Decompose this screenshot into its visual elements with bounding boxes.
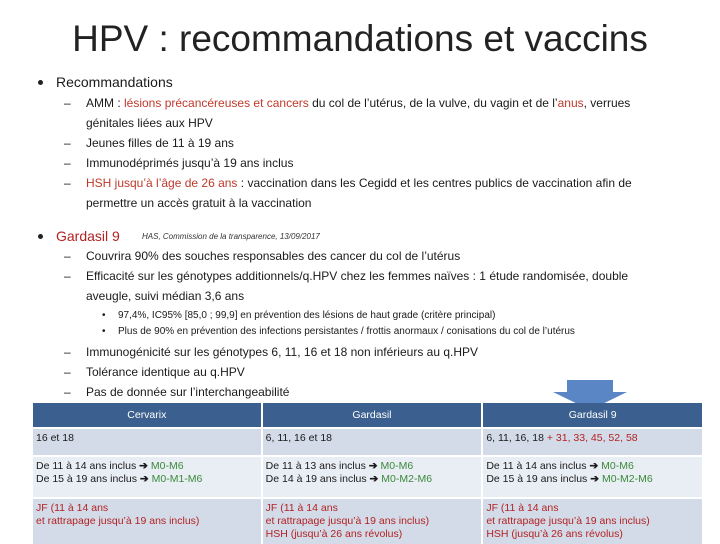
amm-prefix: AMM : — [86, 96, 124, 110]
page-title: HPV : recommandations et vaccins — [72, 18, 648, 59]
right-arrow-icon: ➔ — [139, 473, 149, 485]
table-row — [33, 498, 703, 544]
amm-mid: du col de l’utérus, de la vulve, du vagin et de l’ — [308, 96, 558, 110]
cell-population-gardasil9: JF (11 à 14 ans et rattrapage jusqu’à 19 ans inclus) HSH (jusqu’à 26 ans révolus) — [482, 498, 703, 544]
amm-red-text: lésions précancéreuses et cancers — [124, 96, 309, 110]
dash-marker: – — [64, 269, 71, 283]
table-row — [33, 456, 703, 498]
amm-suffix: , verrues — [583, 96, 631, 110]
recommendation-hsh — [86, 173, 686, 193]
dash-marker: – — [64, 176, 71, 190]
header-gardasil: Gardasil — [262, 403, 483, 428]
vaccine-table — [33, 403, 704, 544]
table-row — [33, 428, 703, 456]
header-cervarix: Cervarix — [33, 403, 262, 428]
cell-genotypes-cervarix: 16 et 18 — [33, 428, 262, 456]
dash-marker: – — [64, 345, 71, 359]
recommendation-amm-line2: génitales liées aux HPV — [86, 116, 213, 130]
right-arrow-icon: ➔ — [590, 473, 600, 485]
cell-schedule-gardasil9: De 11 à 14 ans inclus ➔ M0-M6 De 15 à 19 ans inclus ➔ M0-M2-M6 — [482, 456, 703, 498]
recommandations-heading: Recommandations — [56, 74, 173, 90]
has-reference: HAS, Commission de la transparence, 13/09/2017 — [142, 232, 320, 241]
gardasil-sub-2: Plus de 90% en prévention des infections persistantes / frottis anormaux / conisations du col de l’utérus — [118, 326, 575, 337]
dash-marker: – — [64, 385, 71, 399]
bullet-dot — [38, 234, 43, 239]
sub-bullet-marker: • — [102, 326, 106, 337]
bullet-dot — [38, 80, 43, 85]
right-arrow-icon: ➔ — [589, 460, 599, 472]
amm-anus: anus — [557, 96, 584, 110]
header-gardasil-9: Gardasil 9 — [482, 403, 703, 428]
dash-marker: – — [64, 156, 71, 170]
hsh-red-text: HSH jusqu’à l’âge de 26 ans — [86, 176, 238, 190]
cell-schedule-gardasil: De 11 à 13 ans inclus ➔ M0-M6 De 14 à 19 ans inclus ➔ M0-M2-M6 — [262, 456, 483, 498]
gardasil-heading: Gardasil 9 — [56, 228, 120, 244]
recommendation-jeunes-filles: Jeunes filles de 11 à 19 ans — [86, 136, 234, 150]
right-arrow-icon: ➔ — [139, 460, 148, 472]
dash-marker: – — [64, 249, 71, 263]
gardasil-tolerance: Tolérance identique au q.HPV — [86, 365, 245, 379]
cell-population-cervarix: JF (11 à 14 ans et rattrapage jusqu’à 19 ans inclus) — [33, 498, 262, 544]
table-header-row — [33, 403, 703, 428]
genotypes-added: + 31, 33, 45, 52, 58 — [543, 432, 638, 444]
sub-bullet-marker: • — [102, 310, 106, 321]
cell-population-gardasil: JF (11 à 14 ans et rattrapage jusqu’à 19 ans inclus) HSH (jusqu’à 26 ans révolus) — [262, 498, 483, 544]
recommendation-hsh-line2: permettre un accès gratuit à la vaccination — [86, 196, 312, 210]
genotypes-base: 6, 11, 16, 18 — [486, 432, 544, 444]
gardasil-souches: Couvrira 90% des souches responsables des cancer du col de l’utérus — [86, 249, 461, 263]
dash-marker: – — [64, 365, 71, 379]
dash-marker: – — [64, 136, 71, 150]
dash-marker: – — [64, 96, 71, 110]
right-arrow-icon: ➔ — [368, 460, 378, 472]
gardasil-efficacite: Efficacité sur les génotypes additionnels/q.HPV chez les femmes naïves : 1 étude randomisée, double — [86, 269, 629, 283]
recommendation-immunodeprimes: Immunodéprimés jusqu’à 19 ans inclus — [86, 156, 294, 170]
cell-genotypes-gardasil: 6, 11, 16 et 18 — [262, 428, 483, 456]
gardasil-interchangeabilite: Pas de donnée sur l’interchangeabilité — [86, 385, 290, 399]
gardasil-sub-1: 97,4%, IC95% [85,0 ; 99,9] en prévention des lésions de haut grade (critère principal) — [118, 310, 496, 321]
gardasil-efficacite-line2: aveugle, suivi médian 3,6 ans — [86, 289, 245, 303]
recommendation-amm — [86, 93, 686, 113]
cell-schedule-cervarix: De 11 à 14 ans inclus ➔ M0-M6 De 15 à 19 ans inclus ➔ M0-M1-M6 — [33, 456, 262, 498]
right-arrow-icon: ➔ — [369, 473, 379, 485]
gardasil-immunogenicite: Immunogénicité sur les génotypes 6, 11, 16 et 18 non inférieurs au q.HPV — [86, 345, 479, 359]
cell-genotypes-gardasil9 — [482, 428, 703, 456]
hsh-rest: : vaccination dans les Cegidd et les centres publics de vaccination afin de — [237, 176, 632, 190]
